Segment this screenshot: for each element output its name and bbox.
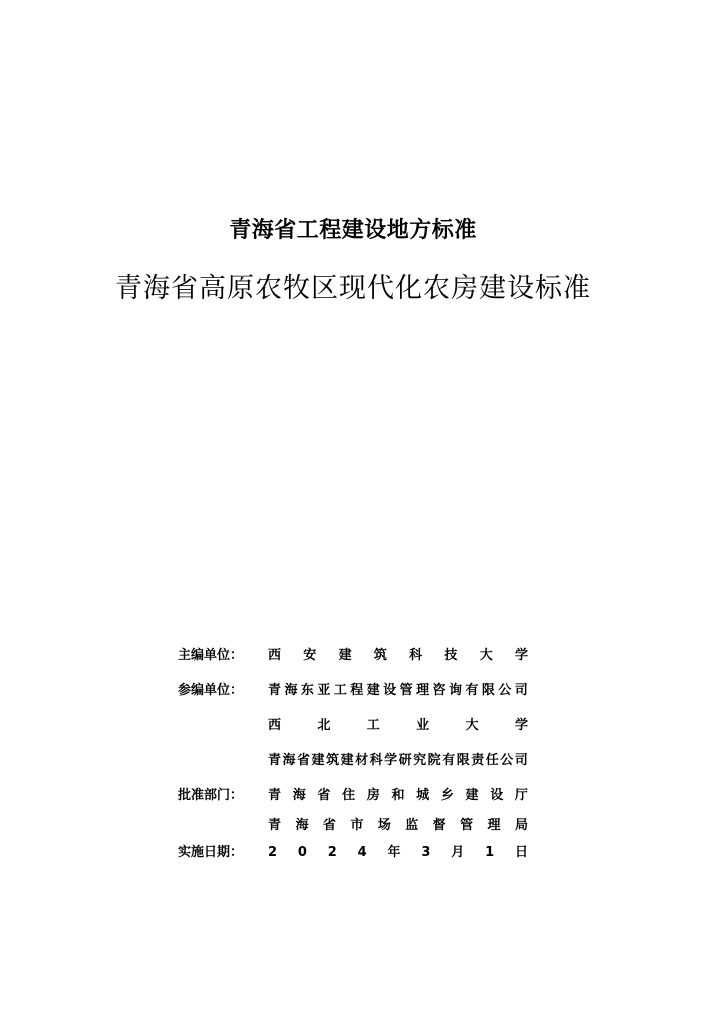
info-value-participating-unit-1: 青 海 东 亚 工 程 建 设 管 理 咨 询 有 限 公 司 (268, 683, 528, 698)
info-label-participating-units: 参编单位： (178, 683, 244, 698)
info-value-participating-unit-2: 西 北 工 业 大 学 (268, 718, 528, 733)
info-value-participating-unit-3: 青 海 省 建 筑 建 材 科 学 研 究 院 有 限 责 任 公 司 (268, 753, 528, 768)
standard-name-title: 青海省高原农牧区现代化农房建设标准 (115, 273, 591, 304)
info-label-approval-dept: 批准部门： (178, 788, 244, 803)
info-value-effective-date: 2 0 2 4 年 3 月 1 日 (268, 845, 528, 860)
info-label-effective-date: 实施日期： (178, 845, 244, 860)
document-category-title: 青海省工程建设地方标准 (229, 218, 477, 243)
info-value-chief-editor: 西 安 建 筑 科 技 大 学 (268, 648, 528, 663)
info-label-chief-editor: 主编单位： (178, 648, 244, 663)
info-value-approval-dept-2: 青 海 省 市 场 监 督 管 理 局 (268, 818, 528, 833)
info-value-approval-dept-1: 青 海 省 住 房 和 城 乡 建 设 厅 (268, 788, 528, 803)
